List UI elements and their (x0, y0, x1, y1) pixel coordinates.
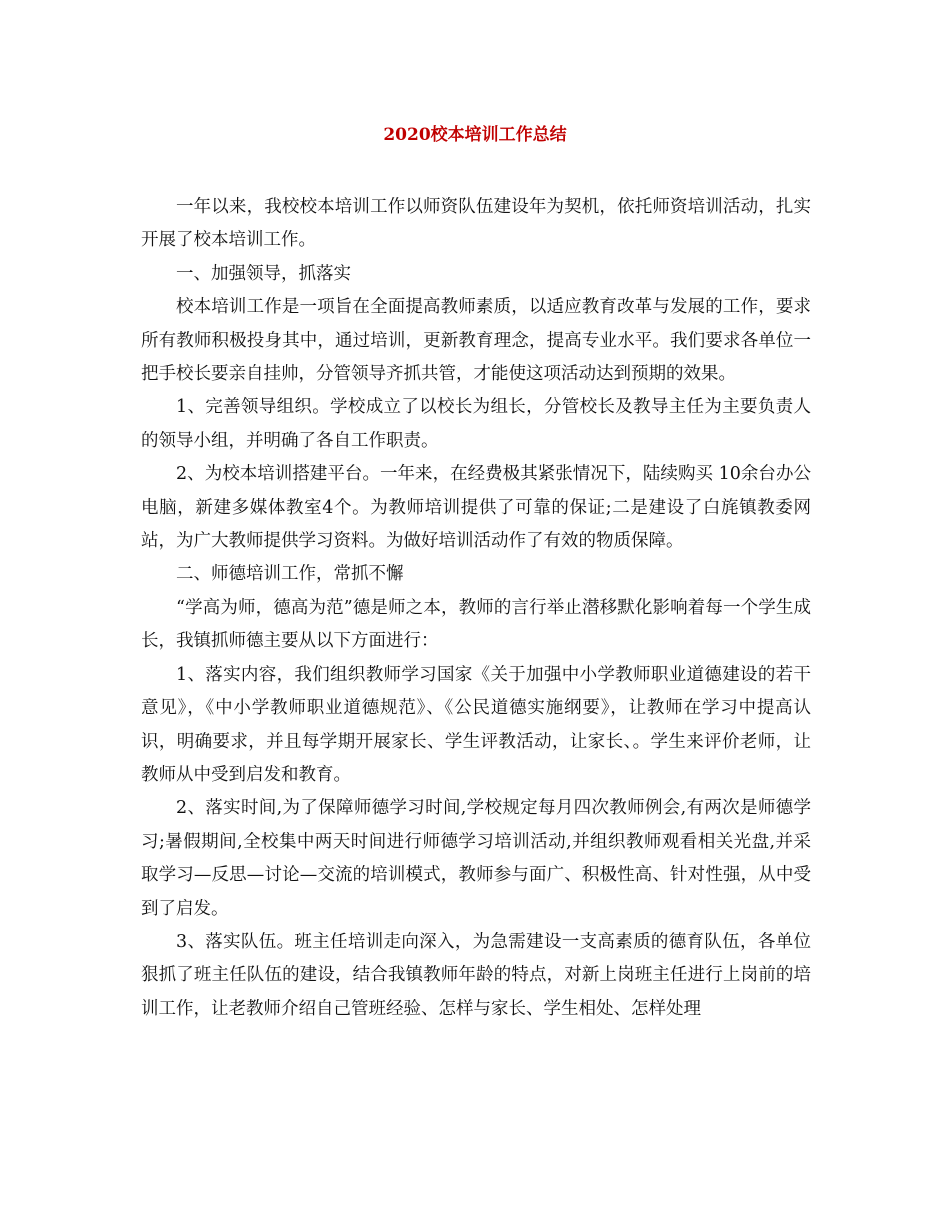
paragraph-platform: 2、为校本培训搭建平台。一年来，在经费极其紧张情况下，陆续购买 10余台办公电脑，新建多媒体教室4个。为教师培训提供了可靠的保证;二是建设了白旄镇教委网站，为广大教师提供学习资料。为做好培训活动作了有效的物质保障。 (141, 464, 811, 552)
paragraph-intro: 一年以来，我校校本培训工作以师资队伍建设年为契机，依托师资培训活动，扎实开展了校本培训工作。 (141, 197, 811, 251)
paragraph-content: 1、落实内容，我们组织教师学习国家《关于加强中小学教师职业道德建设的若干意见》，《中小学教师职业道德规范》、《公民道德实施纲要》，让教师在学习中提高认识，明确要求，并且每学期开展家长、学生评教活动，让家长、。学生来评价老师，让教师从中受到启发和教育。 (141, 664, 811, 785)
paragraph-ethics-intro: “学高为师，德高为范”德是师之本，教师的言行举止潜移默化影响着每一个学生成长，我镇抓师德主要从以下方面进行： (141, 597, 811, 652)
document-title: 2020校本培训工作总结 (383, 125, 567, 145)
document-body (141, 191, 811, 1026)
paragraph-organization: 1、完善领导组织。学校成立了以校长为组长，分管校长及教导主任为主要负责人的领导小组，并明确了各自工作职责。 (141, 397, 811, 451)
section-heading-ethics: 二、师德培训工作，常抓不懈 (176, 564, 404, 585)
paragraph-team: 3、落实队伍。班主任培训走向深入，为急需建设一支高素质的德育队伍，各单位狠抓了班主任队伍的建设，结合我镇教师年龄的特点，对新上岗班主任进行上岗前的培训工作，让老教师介绍自己管班经验、怎样与家长、学生相处、怎样处理 (141, 931, 811, 1019)
section-heading-leadership: 一、加强领导，抓落实 (176, 263, 351, 284)
paragraph-time: 2、落实时间,为了保障师德学习时间,学校规定每月四次教师例会,有两次是师德学习;暑假期间,全校集中两天时间进行师德学习培训活动,并组织教师观看相关光盘,并采取学习—反思—讨论—交流的培训模式，教师参与面广、积极性高、针对性强，从中受到了启发。 (141, 798, 811, 919)
paragraph-leadership: 校本培训工作是一项旨在全面提高教师素质，以适应教育改革与发展的工作，要求所有教师积极投身其中，通过培训，更新教育理念，提高专业水平。我们要求各单位一把手校长要亲自挂帅，分管领导齐抓共管，才能使这项活动达到预期的效果。 (141, 297, 811, 385)
